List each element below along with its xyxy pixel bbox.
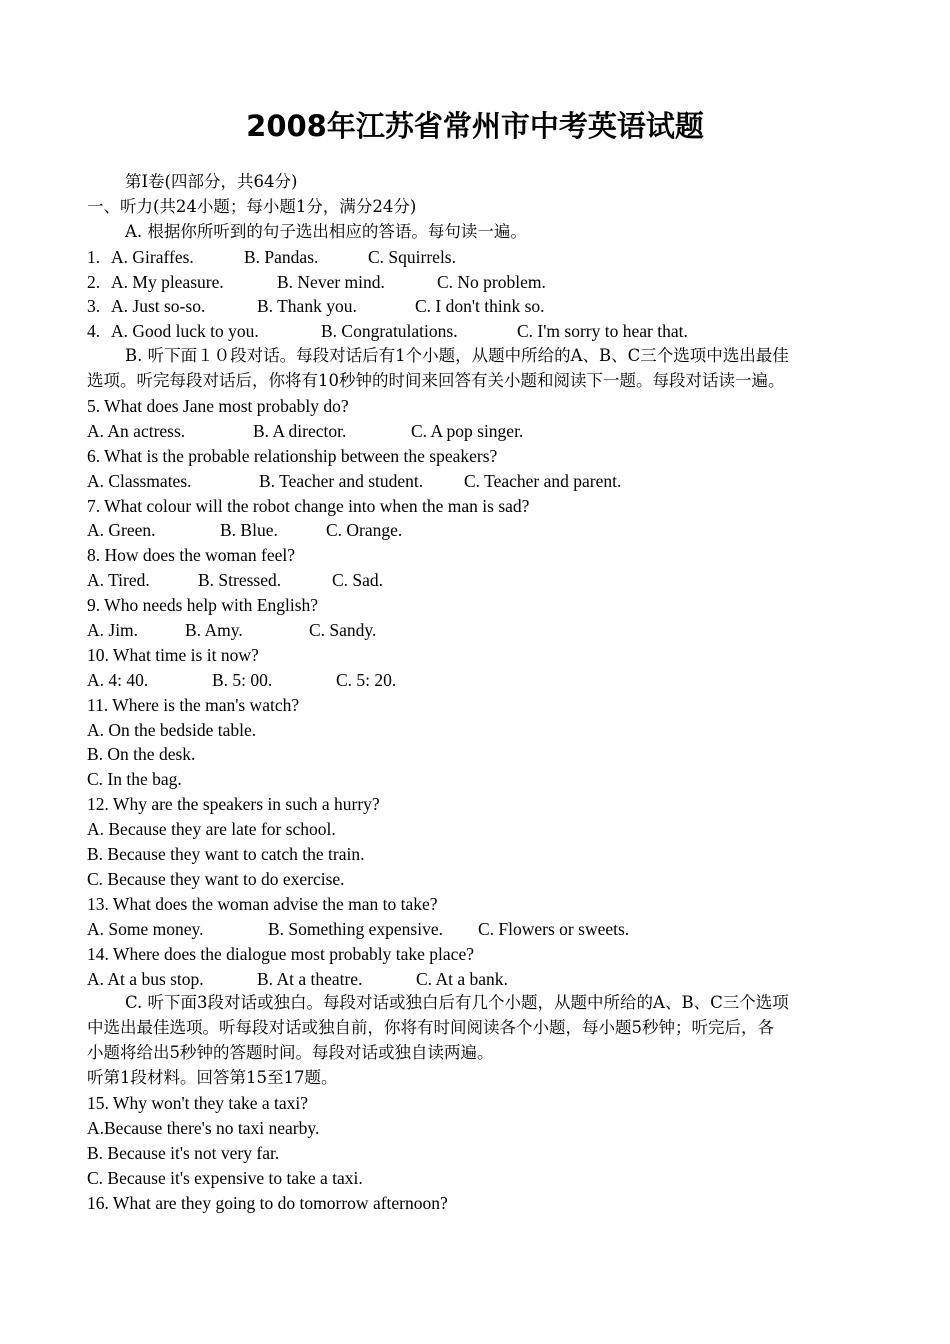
option-a: A. Giraffes. [111, 246, 194, 267]
question-stem: 10. What time is it now? [87, 644, 259, 665]
option-a: A. Green. [87, 520, 156, 541]
option-a: A. An actress. [87, 420, 186, 441]
question-stem: 13. What does the woman advise the man to take? [87, 893, 438, 914]
option-b: B. Thank you. [257, 296, 357, 317]
option-b: B. On the desk. [87, 744, 196, 765]
section-c-instruction-cont: 小题将给出5秒钟的答题时间。每段对话或独自读两遍。 [87, 1043, 494, 1063]
option-a: A. Just so-so. [111, 296, 206, 317]
option-b: B. Pandas. [244, 246, 319, 267]
options-row [87, 518, 887, 543]
section-b-instruction-cont: 选项。听完每段对话后，你将有10秒钟的时间来回答有关小题和阅读下一题。每段对话读一遍。 [87, 371, 785, 391]
option-c: C. I don't think so. [415, 296, 545, 317]
option-c: C. In the bag. [87, 769, 182, 790]
option-c: C. Because it's expensive to take a taxi. [87, 1167, 363, 1188]
option-b: B. Congratulations. [321, 321, 458, 342]
option-b: B. Because it's not very far. [87, 1142, 280, 1163]
section-c-instruction: C. 听下面3段对话或独白。每段对话或独白后有几个小题，从题中所给的A、B、C三个选项 [125, 993, 789, 1013]
question-number: 3. [87, 296, 101, 317]
options-row [87, 917, 887, 942]
question-stem: 15. Why won't they take a taxi? [87, 1092, 309, 1113]
option-b: B. Amy. [185, 620, 243, 641]
section-c-instruction-cont: 中选出最佳选项。听每段对话或独自前，你将有时间阅读各个小题，每小题5秒钟；听完后，各 [87, 1018, 774, 1038]
option-a: A. Good luck to you. [111, 321, 259, 342]
page-title: 2008年江苏省常州市中考英语试题 [246, 109, 704, 143]
question-item [87, 270, 887, 295]
option-b: B. Stressed. [198, 570, 282, 591]
option-a: A. 4: 40. [87, 669, 149, 690]
option-c: C. Flowers or sweets. [478, 918, 630, 939]
volume-heading: 第Ⅰ卷(四部分，共64分) [125, 172, 298, 191]
option-b: B. Teacher and student. [259, 470, 424, 491]
option-b: B. At a theatre. [257, 968, 363, 989]
question-stem: 14. Where does the dialogue most probably take place? [87, 943, 474, 964]
option-a: A. Classmates. [87, 470, 192, 491]
option-a: A. Some money. [87, 918, 204, 939]
option-a: A. Jim. [87, 620, 139, 641]
question-stem: 16. What are they going to do tomorrow afternoon? [87, 1192, 448, 1213]
options-row [87, 668, 887, 693]
option-c: C. Orange. [326, 520, 403, 541]
option-b: B. A director. [253, 420, 347, 441]
option-c: C. I'm sorry to hear that. [517, 321, 688, 342]
material-heading: 听第1段材料。回答第15至17题。 [87, 1068, 338, 1088]
option-c: C. Teacher and parent. [464, 470, 622, 491]
question-stem: 9. Who needs help with English? [87, 595, 319, 616]
option-a: A. On the bedside table. [87, 719, 257, 740]
options-row [87, 568, 887, 593]
question-stem: 6. What is the probable relationship between the speakers? [87, 445, 498, 466]
question-number: 1. [87, 246, 101, 267]
question-stem: 8. How does the woman feel? [87, 545, 295, 566]
question-stem: 12. Why are the speakers in such a hurry? [87, 794, 380, 815]
option-b: B. Because they want to catch the train. [87, 844, 365, 865]
exam-content [87, 170, 887, 1215]
question-stem: 11. Where is the man's watch? [87, 694, 300, 715]
option-a: A. At a bus stop. [87, 968, 204, 989]
options-row [87, 419, 887, 444]
question-stem: 5. What does Jane most probably do? [87, 396, 349, 417]
question-stem: 7. What colour will the robot change into when the man is sad? [87, 495, 530, 516]
options-row [87, 967, 887, 992]
option-b: B. Blue. [220, 520, 278, 541]
option-b: B. Something expensive. [268, 918, 443, 939]
option-a: A.Because there's no taxi nearby. [87, 1117, 320, 1138]
question-item [87, 319, 887, 344]
option-c: C. No problem. [437, 271, 546, 292]
part1-heading: 一、听力(共24小题；每小题1分，满分24分) [87, 196, 417, 216]
option-a: A. Tired. [87, 570, 150, 591]
option-c: C. Sandy. [309, 620, 377, 641]
options-row [87, 618, 887, 643]
option-c: C. Sad. [332, 570, 384, 591]
section-b-instruction: B. 听下面１０段对话。每段对话后有1个小题，从题中所给的A、B、C三个选项中选出最佳 [125, 346, 789, 366]
option-b: B. 5: 00. [212, 669, 273, 690]
question-number: 4. [87, 321, 101, 342]
section-a-instruction: A. 根据你所听到的句子选出相应的答语。每句读一遍。 [125, 221, 527, 241]
option-b: B. Never mind. [277, 271, 385, 292]
option-a: A. My pleasure. [111, 271, 224, 292]
option-a: A. Because they are late for school. [87, 819, 336, 840]
option-c: C. Squirrels. [368, 246, 456, 267]
question-item [87, 245, 887, 270]
option-c: C. At a bank. [416, 968, 508, 989]
option-c: C. 5: 20. [336, 669, 397, 690]
option-c: C. A pop singer. [411, 420, 524, 441]
options-row [87, 469, 887, 494]
question-number: 2. [87, 271, 101, 292]
option-c: C. Because they want to do exercise. [87, 868, 345, 889]
question-item [87, 294, 887, 319]
